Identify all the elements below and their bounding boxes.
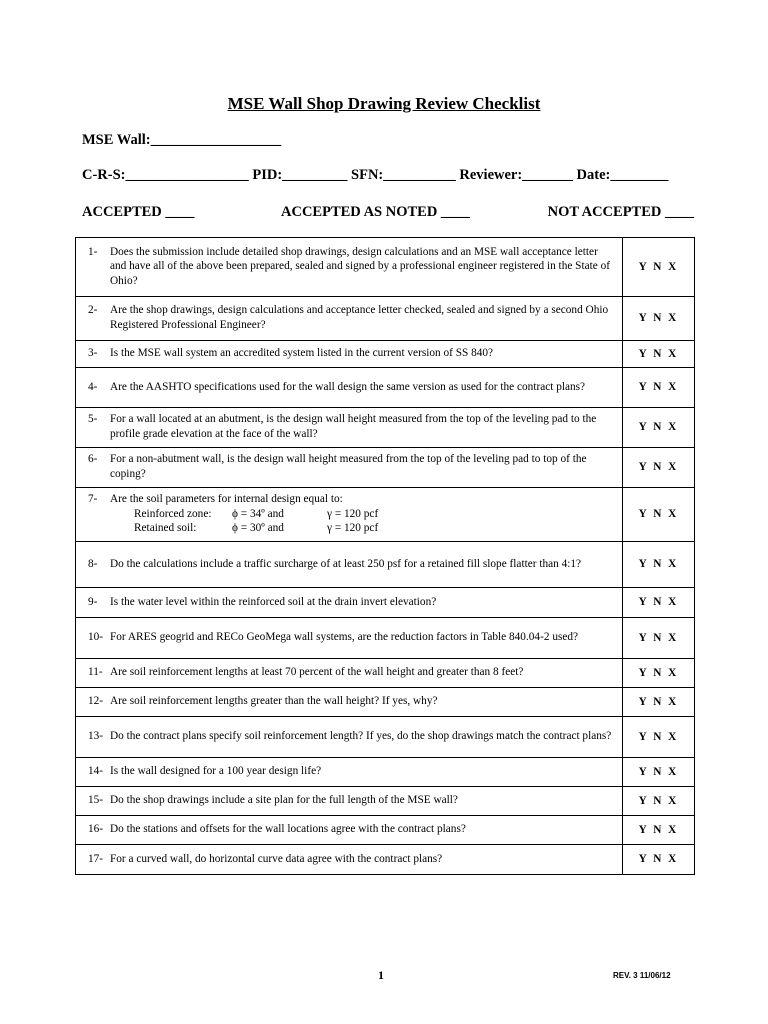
checklist-row <box>76 816 695 845</box>
answer-options[interactable]: Y N X <box>623 816 695 845</box>
unit-weight-value: γ = 120 pcf <box>327 522 379 535</box>
question-text: For a non-abutment wall, is the design wall height measured from the top of the leveling pad to top of the coping? <box>110 453 587 480</box>
accepted-as-noted-option[interactable]: ACCEPTED AS NOTED ____ <box>281 204 470 220</box>
question-number: 6- <box>88 453 98 466</box>
answer-options[interactable]: Y N X <box>623 588 695 618</box>
review-checklist-table <box>75 237 695 875</box>
question-number: 4- <box>88 380 98 393</box>
question-text: Do the calculations include a traffic surcharge of at least 250 psf for a retained fill slope flatter than 4:1? <box>110 557 582 570</box>
page-number: 1 <box>378 968 384 982</box>
checklist-row <box>76 787 695 816</box>
document-title: MSE Wall Shop Drawing Review Checklist <box>227 94 541 113</box>
answer-options[interactable]: Y N X <box>623 758 695 787</box>
question-cell <box>76 238 623 297</box>
question-text: Do the shop drawings include a site plan for the full length of the MSE wall? <box>110 794 458 807</box>
checklist-row <box>76 717 695 758</box>
question-number: 16- <box>88 823 104 836</box>
answer-options[interactable]: Y N X <box>623 448 695 488</box>
project-info-fields[interactable]: C-R-S:_________________ PID:_________ SFN:__________ Reviewer:_______ Date:________ <box>82 167 669 183</box>
answer-options[interactable]: Y N X <box>623 845 695 875</box>
checklist-row <box>76 368 695 408</box>
question-number: 1- <box>88 245 98 258</box>
question-cell <box>76 659 623 688</box>
question-text: Is the MSE wall system an accredited system listed in the current version of SS 840? <box>110 347 494 360</box>
answer-options[interactable]: Y N X <box>623 341 695 368</box>
answer-options[interactable]: Y N X <box>623 659 695 688</box>
answer-options[interactable]: Y N X <box>623 688 695 717</box>
revision-label: REV. 3 11/06/12 <box>613 971 671 980</box>
accepted-option[interactable]: ACCEPTED ____ <box>82 204 195 220</box>
question-text: Are the AASHTO specifications used for the wall design the same version as used for the contract plans? <box>110 380 586 393</box>
checklist-row <box>76 341 695 368</box>
question-text: Does the submission include detailed shop drawings, design calculations and an MSE wall acceptance letter and have all of the above been prepared, sealed and signed by a professional engineer registered in the State of Ohio? <box>110 245 611 287</box>
question-cell <box>76 588 623 618</box>
checklist-row <box>76 297 695 341</box>
question-number: 5- <box>88 413 98 426</box>
question-cell <box>76 717 623 758</box>
question-number: 8- <box>88 557 98 570</box>
question-number: 11- <box>88 666 103 679</box>
question-text: Do the stations and offsets for the wall locations agree with the contract plans? <box>110 823 466 836</box>
question-text: For ARES geogrid and RECo GeoMega wall systems, are the reduction factors in Table 840.04-2 used? <box>110 631 579 644</box>
answer-options[interactable]: Y N X <box>623 368 695 408</box>
soil-parameter-line <box>134 521 614 536</box>
not-accepted-option[interactable]: NOT ACCEPTED ____ <box>547 204 694 220</box>
unit-weight-value: γ = 120 pcf <box>327 507 379 520</box>
acceptance-status-row <box>82 204 694 224</box>
soil-zone-label: Reinforced zone: <box>134 507 212 520</box>
question-cell <box>76 542 623 588</box>
question-number: 10- <box>88 631 104 644</box>
question-number: 9- <box>88 595 98 608</box>
soil-zone-label: Retained soil: <box>134 522 197 535</box>
answer-options[interactable]: Y N X <box>623 542 695 588</box>
checklist-row <box>76 408 695 448</box>
question-text: Are the soil parameters for internal design equal to: <box>110 493 343 506</box>
question-cell <box>76 758 623 787</box>
question-text: Do the contract plans specify soil reinforcement length? If yes, do the shop drawings match the contract plans? <box>110 730 612 743</box>
question-cell <box>76 297 623 341</box>
question-cell <box>76 448 623 488</box>
friction-angle-value: ϕ = 34º and <box>232 507 284 520</box>
question-cell <box>76 618 623 659</box>
friction-angle-value: ϕ = 30º and <box>232 522 284 535</box>
answer-options[interactable]: Y N X <box>623 618 695 659</box>
question-text: Is the wall designed for a 100 year design life? <box>110 765 322 778</box>
answer-options[interactable]: Y N X <box>623 717 695 758</box>
checklist-row <box>76 688 695 717</box>
mse-wall-field[interactable]: MSE Wall:__________________ <box>82 132 282 148</box>
question-number: 2- <box>88 304 98 317</box>
checklist-row <box>76 238 695 297</box>
question-cell <box>76 488 623 542</box>
question-number: 17- <box>88 852 104 865</box>
question-number: 7- <box>88 493 98 506</box>
question-cell <box>76 408 623 448</box>
soil-parameter-line <box>134 507 614 522</box>
question-text: For a wall located at an abutment, is the design wall height measured from the top of the leveling pad to the profile grade elevation at the face of the wall? <box>110 413 597 440</box>
checklist-row <box>76 659 695 688</box>
question-cell <box>76 845 623 875</box>
answer-options[interactable]: Y N X <box>623 297 695 341</box>
question-text: Is the water level within the reinforced soil at the drain invert elevation? <box>110 595 437 608</box>
question-text: Are the shop drawings, design calculations and acceptance letter checked, sealed and signed by a second Ohio Registered Professional Engineer? <box>110 304 609 331</box>
answer-options[interactable]: Y N X <box>623 787 695 816</box>
question-text: For a curved wall, do horizontal curve data agree with the contract plans? <box>110 852 443 865</box>
checklist-row <box>76 588 695 618</box>
question-text: Are soil reinforcement lengths at least 70 percent of the wall height and greater than 8 feet? <box>110 666 524 679</box>
checklist-row <box>76 448 695 488</box>
question-cell <box>76 341 623 368</box>
checklist-row <box>76 845 695 875</box>
answer-options[interactable]: Y N X <box>623 408 695 448</box>
question-number: 12- <box>88 695 104 708</box>
question-number: 15- <box>88 794 104 807</box>
question-number: 14- <box>88 765 104 778</box>
checklist-row <box>76 758 695 787</box>
question-cell <box>76 787 623 816</box>
checklist-row <box>76 542 695 588</box>
question-cell <box>76 816 623 845</box>
question-cell <box>76 368 623 408</box>
checklist-row <box>76 618 695 659</box>
answer-options[interactable]: Y N X <box>623 488 695 542</box>
question-cell <box>76 688 623 717</box>
answer-options[interactable]: Y N X <box>623 238 695 297</box>
question-number: 3- <box>88 347 98 360</box>
checklist-row <box>76 488 695 542</box>
question-text: Are soil reinforcement lengths greater than the wall height? If yes, why? <box>110 695 438 708</box>
question-number: 13- <box>88 730 104 743</box>
